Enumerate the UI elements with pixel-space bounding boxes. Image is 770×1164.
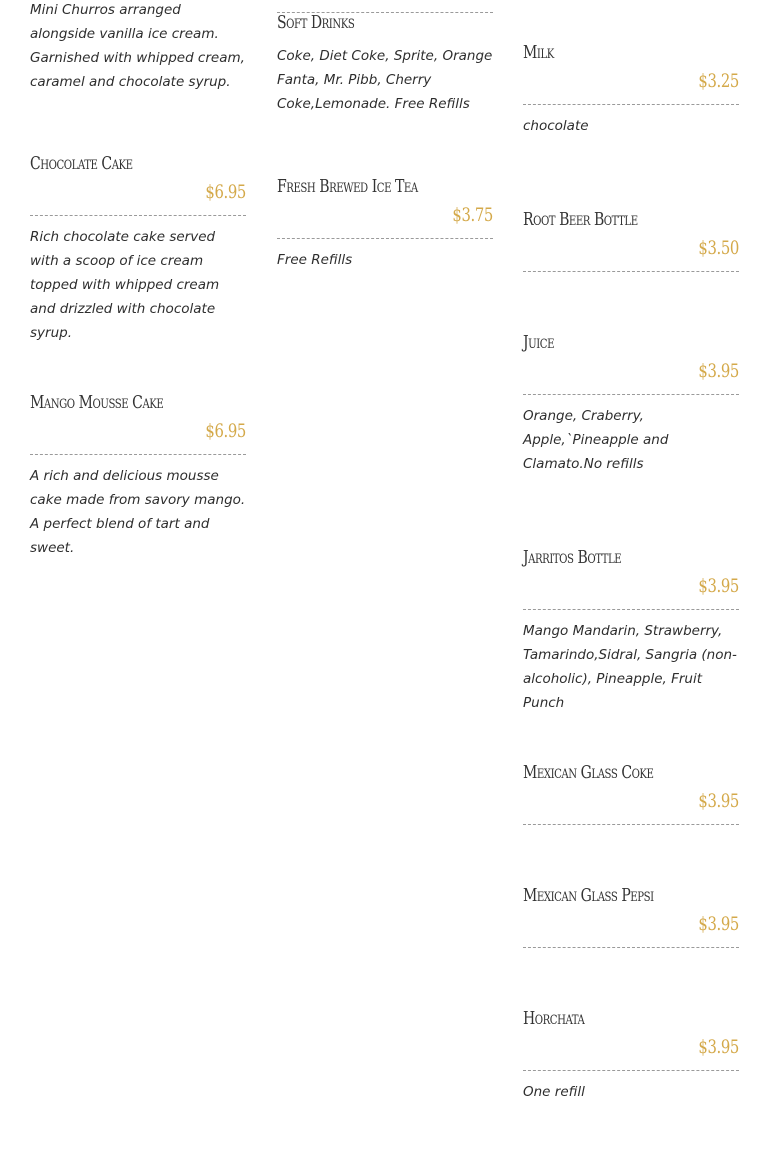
item-price: $3.95 [698, 360, 739, 382]
item-price: $3.75 [452, 204, 493, 226]
item-price: $3.95 [698, 913, 739, 935]
item-price: $6.95 [205, 181, 246, 203]
price-row [523, 231, 739, 272]
item-description: A rich and delicious mousse cake made from savory mango. A perfect blend of tart and sweet. [30, 468, 246, 556]
item-price: $6.95 [205, 420, 246, 442]
item-price: $3.50 [698, 237, 739, 259]
item-price: $3.95 [698, 790, 739, 812]
item-description: Mango Mandarin, Strawberry, Tamarindo,Sidral, Sangria (non-alcoholic), Pineapple, Fruit Punch [523, 623, 737, 711]
menu-item-juice [523, 332, 739, 476]
item-name: Horchata [523, 1008, 585, 1029]
price-row [523, 1030, 739, 1071]
price-row [277, 198, 493, 239]
item-description: One refill [523, 1084, 585, 1100]
item-description: chocolate [523, 118, 589, 134]
item-name: Juice [523, 332, 555, 353]
menu-item-jarritos-bottle [523, 547, 739, 715]
item-name: Chocolate Cake [30, 153, 133, 174]
item-description: Rich chocolate cake served with a scoop of ice cream topped with whipped cream and drizzled with chocolate syrup. [30, 229, 220, 341]
menu-item-horchata [523, 1008, 739, 1104]
menu-item-mexican-glass-coke [523, 762, 739, 825]
menu-item-milk [523, 42, 739, 138]
menu-item-mexican-glass-pepsi [523, 885, 739, 948]
item-name: Root Beer Bottle [523, 209, 638, 230]
item-price: $3.95 [698, 575, 739, 597]
menu-item-fresh-brewed-ice-tea [277, 176, 493, 272]
menu-item-mango-mousse-cake [30, 392, 246, 560]
price-row [30, 414, 246, 455]
item-name: Fresh Brewed Ice Tea [277, 176, 418, 197]
item-name: Jarritos Bottle [523, 547, 622, 568]
item-description: Coke, Diet Coke, Sprite, Orange Fanta, Mr. Pibb, Cherry Coke,Lemonade. Free Refills [277, 48, 493, 112]
item-description: Orange, Craberry, Apple,`Pineapple and Clamato.No refills [523, 408, 669, 472]
item-name: Mango Mousse Cake [30, 392, 164, 413]
price-row [523, 354, 739, 395]
menu-item-root-beer-bottle [523, 209, 739, 272]
item-description: Free Refills [277, 252, 353, 268]
item-name: Soft Drinks [277, 12, 355, 33]
price-row [523, 907, 739, 948]
price-row [523, 569, 739, 610]
price-row [30, 175, 246, 216]
menu-item-soft-drinks [277, 12, 493, 116]
price-row [523, 784, 739, 825]
item-name: Milk [523, 42, 554, 63]
item-price: $3.25 [698, 70, 739, 92]
item-name: Mexican Glass Pepsi [523, 885, 654, 906]
price-row [523, 64, 739, 105]
menu-item-chocolate-cake [30, 153, 246, 345]
item-description: Mini Churros arranged alongside vanilla ice cream. Garnished with whipped cream, caramel and chocolate syrup. [30, 2, 245, 90]
item-price: $3.95 [698, 1036, 739, 1058]
item-name: Mexican Glass Coke [523, 762, 654, 783]
